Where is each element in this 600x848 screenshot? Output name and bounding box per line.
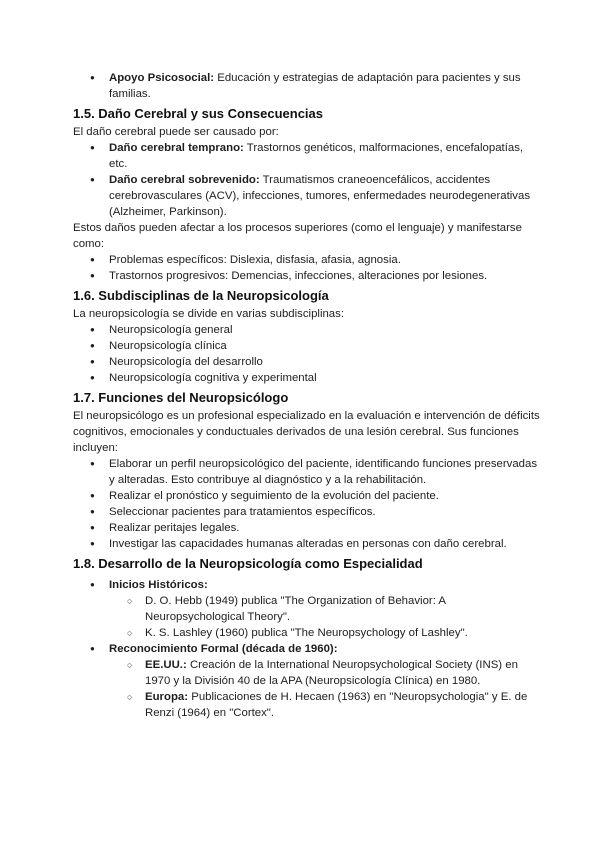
list-item: ● Elaborar un perfil neuropsicológico del paciente, identificando funciones preservadas y alteradas. Esto contribuye al diagnóstico y a la rehabilitación. bbox=[73, 456, 540, 488]
sub-list-item: ○ D. O. Hebb (1949) publica "The Organization of Behavior: A Neuropsychological Theory". bbox=[73, 593, 540, 625]
list-item: ● Neuropsicología cognitiva y experimental bbox=[73, 370, 540, 386]
item-text: Creación de la International Neuropsychological Society (INS) en 1970 y la División 40 de la APA (Neuropsicología Clínica) en 1980. bbox=[145, 659, 518, 687]
item-text: Trastornos genéticos, malformaciones, encefalopatías, etc. bbox=[109, 142, 524, 170]
section-title-1-7: 1.7. Funciones del Neuropsicólogo bbox=[73, 390, 289, 405]
bullet-list bbox=[73, 456, 540, 552]
section-title-1-5: 1.5. Daño Cerebral y sus Consecuencias bbox=[73, 106, 323, 121]
apoyo-list bbox=[73, 70, 540, 102]
item-label: Apoyo Psicosocial: bbox=[109, 72, 215, 84]
list-item: ● Neuropsicología general bbox=[73, 322, 540, 338]
list-item-inicios bbox=[73, 577, 540, 593]
section-title-1-8: 1.8. Desarrollo de la Neuropsicología como Especialidad bbox=[73, 556, 423, 571]
list-item: ● Neuropsicología clínica bbox=[73, 338, 540, 354]
bullet-list bbox=[73, 252, 540, 284]
sub-list-item: ○ K. S. Lashley (1960) publica "The Neuropsychology of Lashley". bbox=[73, 625, 540, 641]
item-text: Traumatismos craneoencefálicos, accidentes cerebrovasculares (ACV), infecciones, tumores, enfermedades neurodegenerativas (Alzheimer, Parkinson). bbox=[109, 174, 531, 218]
list-item: ● Trastornos progresivos: Demencias, infecciones, alteraciones por lesiones. bbox=[73, 268, 540, 284]
section-paragraph: Estos daños pueden afectar a los procesos superiores (como el lenguaje) y manifestarse como: bbox=[73, 222, 522, 250]
item-label: Daño cerebral temprano: bbox=[109, 142, 244, 154]
list-item: ● Neuropsicología del desarrollo bbox=[73, 354, 540, 370]
sub-list-item bbox=[73, 657, 540, 689]
bullet-list bbox=[73, 577, 540, 593]
item-label: Inicios Históricos: bbox=[109, 579, 208, 591]
list-item: ● Problemas específicos: Dislexia, disfasia, afasia, agnosia. bbox=[73, 252, 540, 268]
sub-bullet-list bbox=[73, 593, 540, 641]
bullet-list bbox=[73, 322, 540, 386]
list-item-apoyo bbox=[73, 70, 540, 102]
list-item bbox=[73, 140, 540, 172]
section-intro: El neuropsicólogo es un profesional especializado en la evaluación e intervención de déficits cognitivos, emocionales y conductuales derivados de una lesión cerebral. Sus funciones incluyen: bbox=[73, 410, 540, 454]
section-intro: La neuropsicología se divide en varias subdisciplinas: bbox=[73, 308, 345, 320]
list-item: ● Seleccionar pacientes para tratamientos específicos. bbox=[73, 504, 540, 520]
item-label: EE.UU.: bbox=[145, 659, 187, 671]
item-label: Reconocimiento Formal (década de 1960): bbox=[109, 643, 338, 655]
item-label: Europa: bbox=[145, 691, 189, 703]
list-item: ● Realizar el pronóstico y seguimiento de la evolución del paciente. bbox=[73, 488, 540, 504]
bullet-list bbox=[73, 140, 540, 220]
list-item-reconocimiento bbox=[73, 641, 540, 657]
list-item: ● Investigar las capacidades humanas alteradas en personas con daño cerebral. bbox=[73, 536, 540, 552]
section-title-1-6: 1.6. Subdisciplinas de la Neuropsicología bbox=[73, 288, 329, 303]
item-text: Educación y estrategias de adaptación para pacientes y sus familias. bbox=[109, 72, 521, 100]
item-label: Daño cerebral sobrevenido: bbox=[109, 174, 260, 186]
list-item: ● Realizar peritajes legales. bbox=[73, 520, 540, 536]
bullet-list bbox=[73, 641, 540, 657]
section-intro: El daño cerebral puede ser causado por: bbox=[73, 126, 279, 138]
sub-list-item bbox=[73, 689, 540, 721]
list-item bbox=[73, 172, 540, 220]
sub-bullet-list bbox=[73, 657, 540, 721]
item-text: Publicaciones de H. Hecaen (1963) en "Neuropsychologia" y E. de Renzi (1964) en "Cortex". bbox=[145, 691, 528, 719]
